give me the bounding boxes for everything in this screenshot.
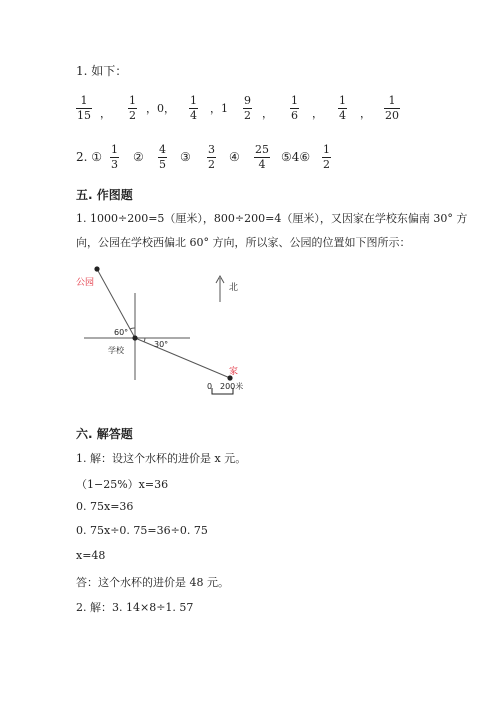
paragraph-line: 1. 1000÷200=5（厘米），800÷200=4（厘米），又因家在学校东偏南 30° 方 (76, 212, 468, 225)
solution-line: x=48 (76, 549, 106, 562)
marker: ⑤4⑥ (281, 150, 311, 164)
fraction: 1 2 (129, 94, 136, 122)
paragraph-line: 向，公园在学校西偏北 60° 方向，所以家、公园的位置如下图所示： (76, 236, 411, 249)
fraction: 4 5 (159, 143, 166, 171)
angle-arc-30 (144, 338, 145, 342)
north-label: 北 (229, 283, 239, 293)
fraction: 1 6 (291, 94, 298, 122)
marker: ③ (180, 150, 191, 164)
marker: ② (133, 150, 144, 164)
fraction: 1 3 (111, 143, 118, 171)
fraction: 3 2 (208, 143, 215, 171)
angle-30-label: 30° (154, 340, 169, 349)
separator: ， (312, 107, 323, 120)
park-label: 公园 (76, 278, 95, 288)
solution-line: 0. 75x÷0. 75=36÷0. 75 (76, 524, 208, 537)
section-title: 五. 作图题 (76, 188, 133, 202)
fraction: 9 2 (244, 94, 251, 122)
line-to-home (135, 338, 230, 378)
home-label: 家 (229, 367, 239, 377)
scale-zero-label: 0 (207, 382, 213, 391)
section-title: 六. 解答题 (76, 427, 133, 441)
separator: ， (100, 107, 111, 120)
scale-length-label: 200米 (220, 382, 244, 391)
solution-line: （1−25%）x=36 (76, 478, 169, 491)
park-point (94, 266, 99, 271)
fraction: 25 4 (255, 143, 269, 171)
separator: ，0， (146, 102, 175, 115)
direction-diagram (70, 260, 260, 400)
q2-label: 2. ① (76, 150, 103, 164)
fraction: 1 4 (339, 94, 346, 122)
fraction: 1 2 (323, 143, 330, 171)
angle-arc-60 (130, 328, 135, 329)
q1-label: 1. 如下： (76, 64, 128, 78)
separator: ， (360, 107, 371, 120)
separator: ，1 (210, 102, 228, 115)
fraction: 1 15 (77, 94, 91, 122)
solution-line: 2. 解：3. 14×8÷1. 57 (76, 601, 194, 614)
fraction: 1 4 (190, 94, 197, 122)
marker: ④ (229, 150, 240, 164)
separator: ， (262, 107, 273, 120)
school-point (132, 335, 137, 340)
solution-line: 答：这个水杯的进价是 48 元。 (76, 576, 229, 589)
school-label: 学校 (108, 346, 124, 355)
angle-60-label: 60° (114, 328, 129, 337)
solution-line: 1. 解：设这个水杯的进价是 x 元。 (76, 452, 247, 465)
fraction: 1 20 (385, 94, 399, 122)
solution-line: 0. 75x=36 (76, 500, 134, 513)
